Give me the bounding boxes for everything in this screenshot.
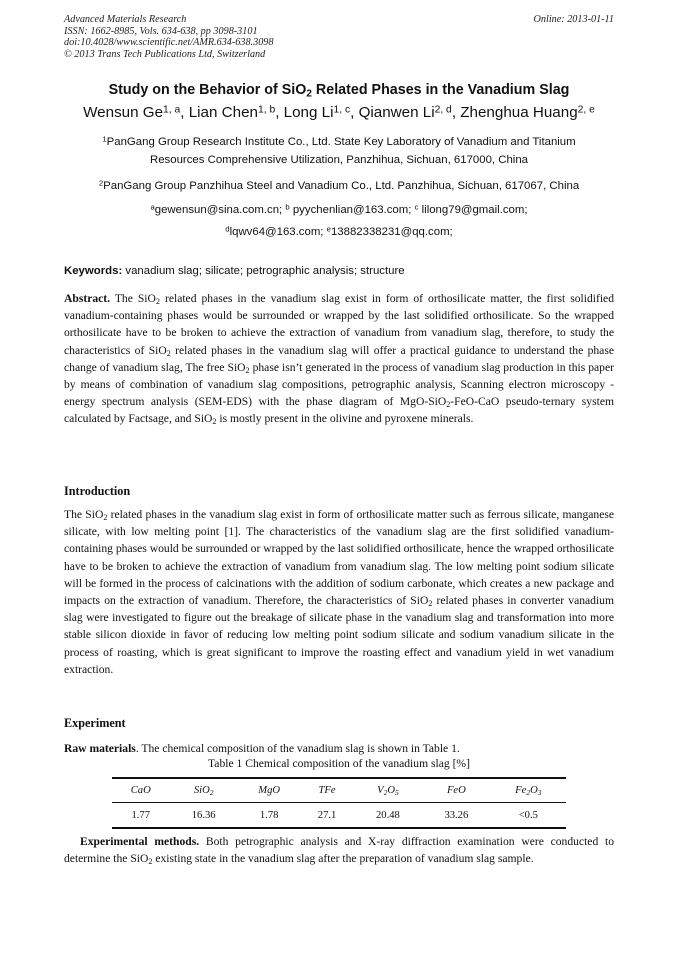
table-header-cell: SiO$_2$ [169, 778, 237, 803]
author: Long Li$^{1, c}$, [283, 104, 359, 121]
paper-title: Study on the Behavior of SiO$_2$ Related Phases in the Vanadium Slag [108, 82, 570, 100]
table-header-cell: TFe [300, 778, 353, 803]
author: Qianwen Li$^{2, d}$, [358, 104, 461, 121]
table-header-cell: CaO [112, 778, 169, 803]
author: Lian Chen$^{1, b}$, [188, 104, 284, 121]
chemical-composition-table [112, 777, 566, 829]
affiliation-2: $^2$PanGang Group Panzhihua Steel and Vanadium Co., Ltd. Panzhihua, Sichuan, 617067, China [98, 178, 580, 192]
table-cell: 16.36 [169, 803, 237, 829]
table-header-row [112, 778, 566, 803]
table-header-cell: $Fe_2O_3$ [491, 778, 566, 803]
email-list: $^a$gewensun@sina.com.cn; $^b$ pyychenlian@163.com; $^c$ lilong79@gmail.com; $^d$lqwv64@163.com; $^e$13882338231@qq.com; [150, 202, 528, 238]
section-heading-introduction: Introduction [64, 484, 131, 498]
author: Zhenghua Huang$^{2, e}$ [460, 104, 595, 121]
email-link[interactable]: gewensun@sina.com.cn; [154, 204, 286, 216]
table-cell: 1.77 [112, 803, 169, 829]
table-caption: Table 1 Chemical composition of the vanadium slag [%] [208, 757, 470, 770]
table-cell: 1.78 [238, 803, 301, 829]
journal-doi: doi:10.4028/www.scientific.net/AMR.634-638.3098 [64, 37, 274, 48]
introduction-paragraph: The SiO$_2$ related phases in the vanadium slag exist in form of orthosilicate matter such as ferrous silicate, manganese silicate, with low melting point [1]. The characteristics of the vanadium slag are the first solidified vanadium-containing phases would be surrounded or wrapped by the last solidified orthosilicate, hence the wrapped orthosilicate have to be broken to achieve the extraction of vanadium from vanadium slag. The low melting point sodium silicate will be formed in the process of calcinations with the addition of sodium carbonate, which creates a new package and impacts on the extraction of vanadium. Therefore, the characteristics of SiO$_2$ related phases in converter vanadium slag were investigated to figure out the breakage of silicate phase in the vanadium slag and transformation into more stable silicon dioxide in favor of reducing low melting point sodium silicate and sodium vanadium silicate in the process of roasting, which is great significant to improve the roasting effect and vanadium yield in wet vanadium extraction. [64, 508, 614, 676]
table-cell: <0.5 [491, 803, 566, 829]
author-list [30, 104, 648, 121]
journal-header [64, 14, 273, 60]
raw-materials-paragraph: Raw materials. The chemical composition of the vanadium slag is shown in Table 1. [64, 742, 460, 755]
table-cell: 27.1 [300, 803, 353, 829]
table-header-cell: MgO [238, 778, 301, 803]
table-row [112, 803, 566, 829]
table-cell: 20.48 [354, 803, 422, 829]
methods-paragraph: Experimental methods. Both petrographic analysis and X-ray diffraction examination were conducted to determine the SiO$_2$ existing state in the vanadium slag after the preparation of vanadium slag sample. [64, 835, 614, 867]
email-link[interactable]: lqwv64@163.com; [229, 226, 327, 238]
affiliation-1: $^1$PanGang Group Research Institute Co., Ltd. State Key Laboratory of Vanadium and Titanium Resources Comprehensive Utilization, Panzhihua, Sichuan, 617000, China [102, 134, 576, 166]
journal-issn: ISSN: 1662-8985, Vols. 634-638, pp 3098-3101 [64, 25, 258, 37]
email-link[interactable]: lilong79@gmail.com; [418, 204, 528, 216]
journal-copyright: © 2013 Trans Tech Publications Ltd, Switzerland [64, 48, 266, 60]
table-cell: 33.26 [422, 803, 490, 829]
online-date: Online: 2013-01-11 [533, 14, 614, 25]
email-link[interactable]: pyychenlian@163.com; [289, 204, 415, 216]
abstract: Abstract. The SiO$_2$ related phases in the vanadium slag exist in form of orthosilicate matter, the first solidified vanadium-containing phases would be surrounded or wrapped by the last solidified orthosilicate. So the wrapped orthosilicate have to be broken to achieve the extraction of vanadium from vanadium slag, therefore, to study the characteristics of SiO$_2$ related phases in the vanadium slag will offer a practical guidance to understand the phase change of vanadium slag, The free SiO$_2$ phase isn’t generated in the process of vanadium slag production in this paper by means of combination of vanadium slag compositions, petrographic analysis, Scanning electron microscopy -energy spectrum analysis (SEM-EDS) with the phase diagram of MgO-SiO$_2$-FeO-CaO pseudo-ternary system calculated by Factsage, and SiO$_2$ is mostly present in the olivine and pyroxene minerals. [64, 292, 614, 427]
journal-name: Advanced Materials Research [64, 14, 187, 25]
keywords: Keywords: vanadium slag; silicate; petrographic analysis; structure [64, 265, 405, 277]
author: Wensun Ge$^{1, a}$, [83, 104, 189, 121]
table-header-cell: FeO [422, 778, 490, 803]
table-header-cell: $V_2O_5$ [354, 778, 422, 803]
section-heading-experiment: Experiment [64, 716, 126, 730]
email-link[interactable]: 13882338231@qq.com; [330, 226, 453, 238]
